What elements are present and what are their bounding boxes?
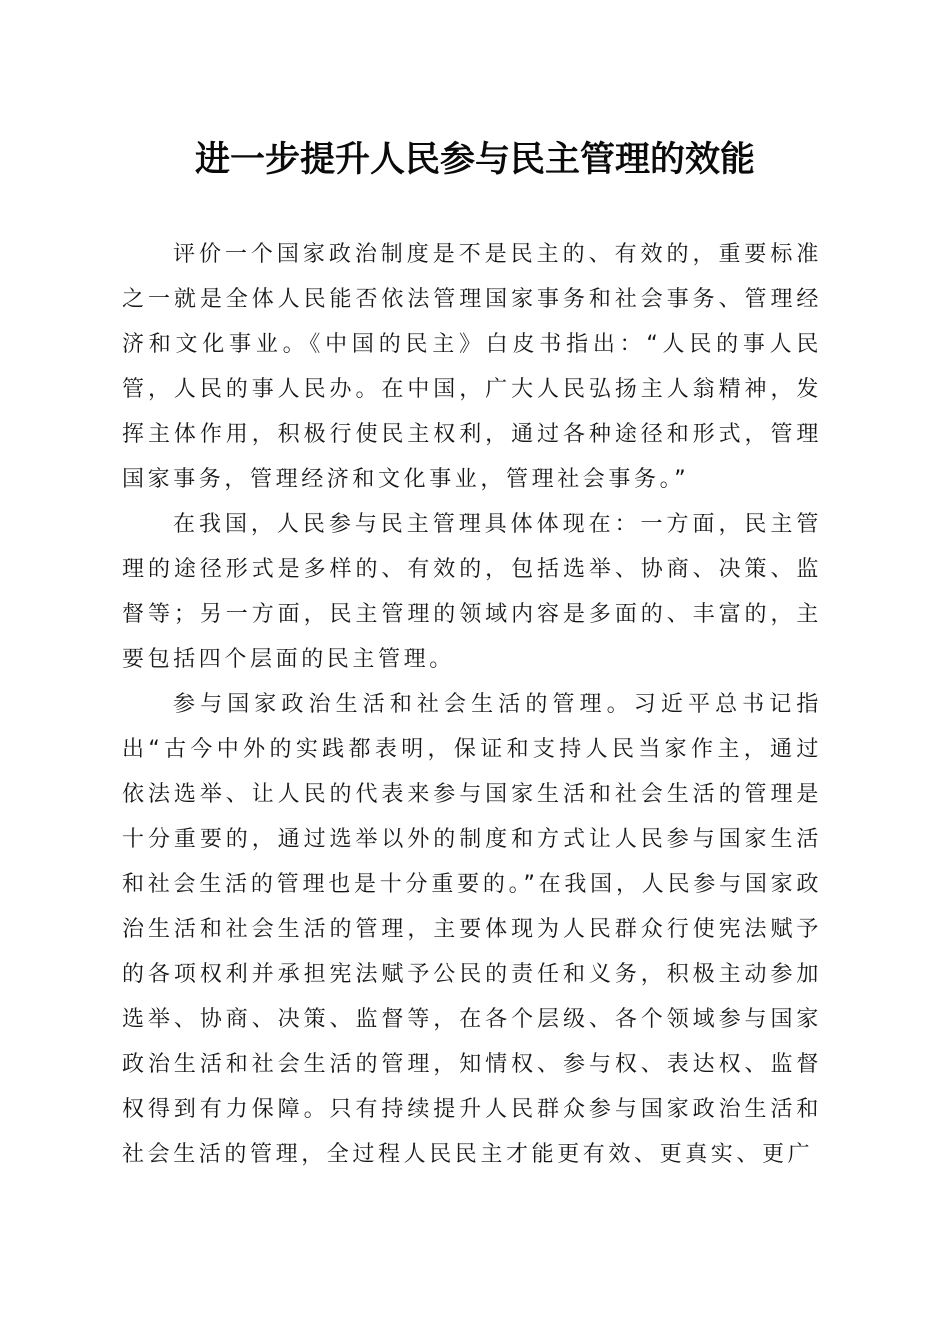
document-title: 进一步提升人民参与民主管理的效能 bbox=[194, 139, 755, 180]
paragraph-political-social-life: 参与国家政治生活和社会生活的管理。习近平总书记指出“古今中外的实践都表明，保证和支持人民当家作主，通过依法选举、让人民的代表来参与国家生活和社会生活的管理是十分重要的，通过选举以外的制度和方式让人民参与国家生活和社会生活的管理也是十分重要的。”在我国，人民参与国家政治生活和社会生活的管理，主要体现为人民群众行使宪法赋予的各项权利并承担宪法赋予公民的责任和义务，积极主动参加选举、协商、决策、监督等，在各个层级、各个领域参与国家政治生活和社会生活的管理，知情权、参与权、表达权、监督权得到有力保障。只有持续提升人民群众参与国家政治生活和社会生活的管理，全过程人民民主才能更有效、更真实、更广 bbox=[122, 692, 822, 1167]
paragraph-participation-forms: 在我国，人民参与民主管理具体体现在：一方面，民主管理的途径形式是多样的、有效的，包括选举、协商、决策、监督等；另一方面，民主管理的领域内容是多面的、丰富的，主要包括四个层面的民主管理。 bbox=[122, 512, 822, 672]
paragraph-evaluation-standard: 评价一个国家政治制度是不是民主的、有效的，重要标准之一就是全体人民能否依法管理国家事务和社会事务、管理经济和文化事业。《中国的民主》白皮书指出：“人民的事人民管，人民的事人民办。在中国，广大人民弘扬主人翁精神，发挥主体作用，积极行使民主权利，通过各种途径和形式，管理国家事务，管理经济和文化事业，管理社会事务。” bbox=[122, 242, 822, 492]
document-body bbox=[122, 232, 822, 1177]
